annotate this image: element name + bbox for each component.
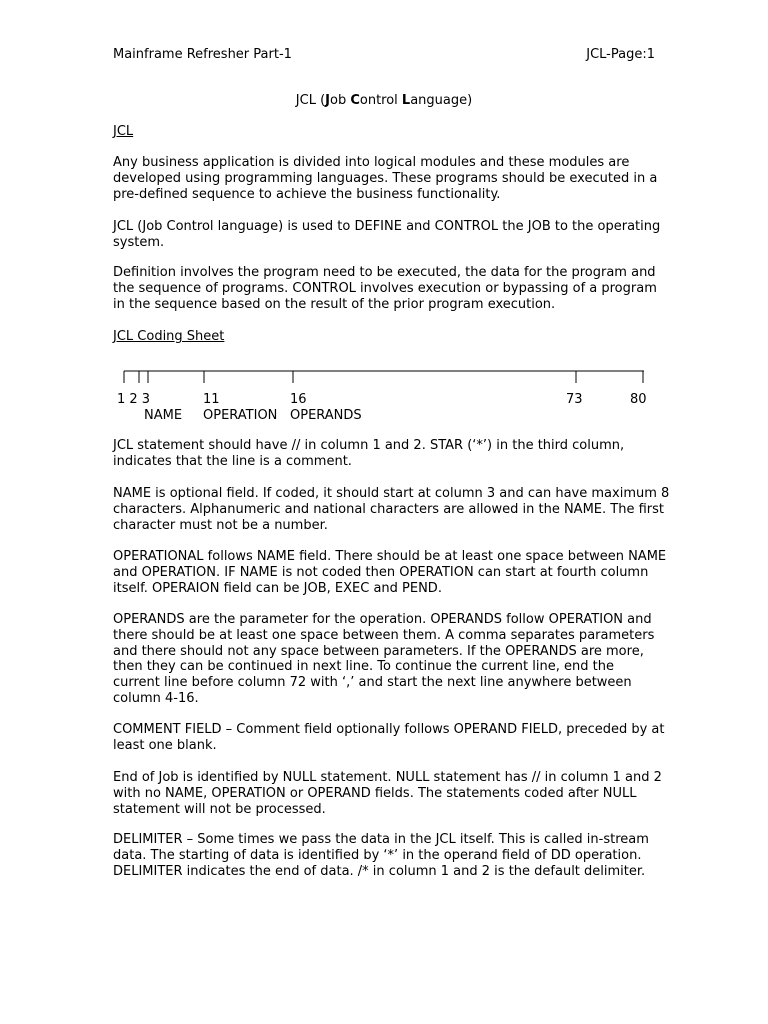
text-line: developed using programming languages. These programs should be executed in a	[113, 170, 658, 186]
title-initial-j: J	[325, 93, 330, 108]
paragraph-comment-field	[113, 722, 665, 754]
text-line: OPERATIONAL follows NAME field. There should be at least one space between NAME	[113, 549, 667, 564]
text-line: system.	[113, 234, 165, 250]
text-line: characters. Alphanumeric and national characters are allowed in the NAME. The first	[113, 501, 664, 517]
text-line: Any business application is divided into logical modules and these modules are	[113, 155, 630, 170]
field-label-operands: OPERANDS	[290, 408, 362, 423]
paragraph-jcl-definition	[113, 219, 661, 251]
text-line: and there should not any space between parameters. If the OPERANDS are more,	[113, 643, 644, 659]
document-title	[0, 93, 768, 109]
paragraph-delimiter	[113, 832, 658, 879]
paragraph-operands-field	[113, 612, 658, 707]
text-line: current line before column 72 with ‘,’ and start the next line anywhere between	[113, 675, 632, 691]
text-line: character must not be a number.	[113, 517, 328, 533]
paragraph-null-statement	[113, 770, 662, 817]
text-line: indicates that the line is a comment.	[113, 453, 352, 469]
ruler-label-col-11: 11	[203, 392, 220, 407]
text-line: JCL statement should have // in column 1 and 2. STAR (‘*’) in the third column,	[113, 438, 625, 453]
title-part: anguage)	[410, 93, 473, 108]
text-line: and OPERATION. IF NAME is not coded then OPERATION can start at fourth column	[113, 564, 649, 580]
paragraph-definition-control	[113, 265, 658, 312]
ruler-label-col-73: 73	[566, 392, 583, 407]
title-part: ob	[329, 93, 351, 108]
page-header-left: Mainframe Refresher Part-1	[113, 47, 292, 62]
title-part: ontrol	[359, 93, 402, 108]
text-line: least one blank.	[113, 737, 217, 753]
ruler-label-col-16: 16	[290, 392, 307, 407]
field-label-operation: OPERATION	[203, 408, 278, 423]
text-line: statement will not be processed.	[113, 801, 326, 817]
text-line: the sequence of programs. CONTROL involves execution or bypassing of a program	[113, 280, 657, 296]
text-line: in the sequence based on the result of the prior program execution.	[113, 296, 556, 312]
ruler-label-col-80: 80	[630, 392, 647, 407]
paragraph-operation-field	[113, 549, 667, 596]
page-header-right: JCL-Page:1	[586, 47, 655, 62]
text-line: DELIMITER – Some times we pass the data in the JCL itself. This is called in-stream	[113, 832, 649, 847]
text-line: OPERANDS are the parameter for the operation. OPERANDS follow OPERATION and	[113, 612, 652, 627]
text-line: pre-defined sequence to achieve the business functionality.	[113, 186, 501, 202]
paragraph-jcl-statement	[113, 438, 658, 470]
section-heading-coding-sheet: JCL Coding Sheet	[113, 329, 225, 344]
text-line: then they can be continued in next line. To continue the current line, end the	[113, 659, 614, 675]
title-initial-c: C	[350, 93, 360, 108]
text-line: data. The starting of data is identified by ‘*’ in the operand field of DD operation.	[113, 847, 642, 863]
ruler-label-col-1-2-3: 1 2 3	[117, 392, 151, 407]
paragraph-intro	[113, 155, 658, 202]
text-line: End of Job is identified by NULL statement. NULL statement has // in column 1 and 2	[113, 770, 662, 785]
title-initial-l: L	[401, 93, 411, 108]
paragraph-name-field	[113, 486, 670, 533]
text-line: itself. OPERAION field can be JOB, EXEC and PEND.	[113, 580, 442, 596]
text-line: column 4-16.	[113, 690, 199, 706]
field-label-name: NAME	[144, 408, 183, 423]
title-part: JCL (	[295, 93, 326, 108]
text-line: there should be at least one space between them. A comma separates parameters	[113, 627, 655, 643]
text-line: COMMENT FIELD – Comment field optionally follows OPERAND FIELD, preceded by at	[113, 722, 665, 737]
text-line: JCL (Job Control language) is used to DEFINE and CONTROL the JOB to the operating	[113, 219, 661, 234]
text-line: with no NAME, OPERATION or OPERAND fields. The statements coded after NULL	[113, 785, 637, 801]
text-line: NAME is optional field. If coded, it should start at column 3 and can have maximum 8	[113, 486, 670, 501]
text-line: Definition involves the program need to be executed, the data for the program and	[113, 265, 656, 280]
text-line: DELIMITER indicates the end of data. /* in column 1 and 2 is the default delimiter.	[113, 863, 646, 879]
section-heading-jcl: JCL	[113, 124, 134, 139]
